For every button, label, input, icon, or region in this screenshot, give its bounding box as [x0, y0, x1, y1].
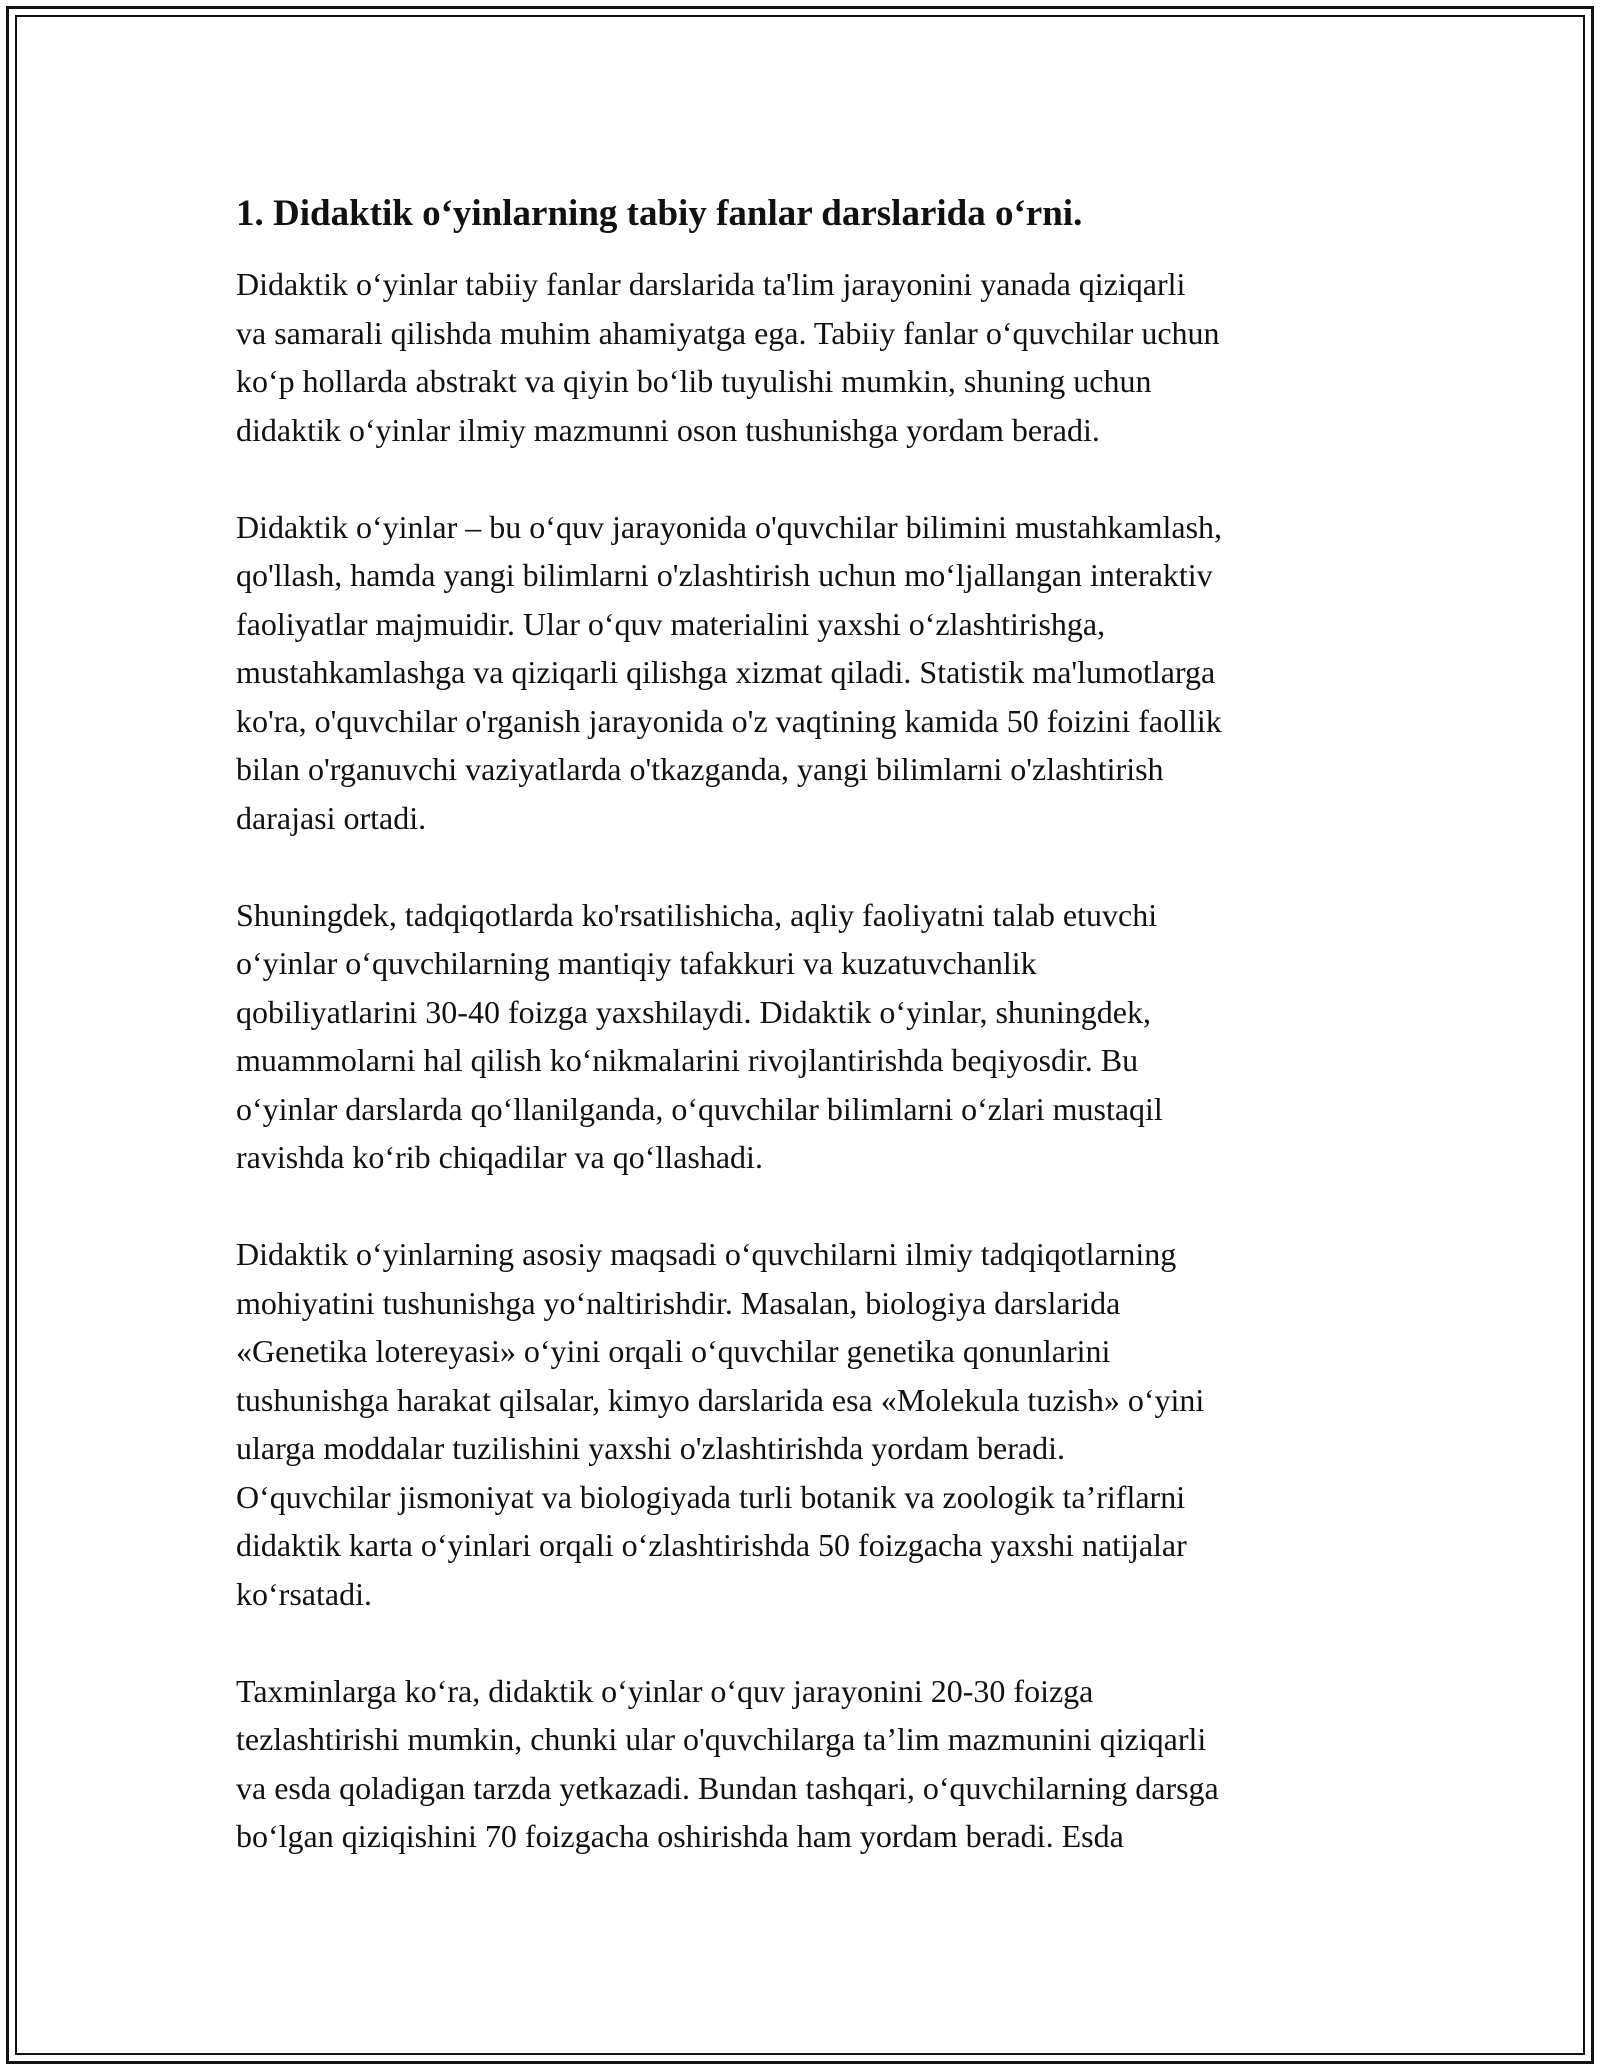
paragraph-line: o‘yinlar o‘quvchilarning mantiqiy tafakkuri va kuzatuvchanlik	[236, 945, 1037, 981]
paragraph-line: darajasi ortadi.	[236, 799, 427, 836]
paragraph-line: didaktik karta o‘yinlari orqali o‘zlashtirishda 50 foizgacha yaxshi natijalar	[236, 1527, 1187, 1563]
paragraph-line: qobiliyatlarini 30-40 foizga yaxshilaydi. Didaktik o‘yinlar, shuningdek,	[236, 993, 1151, 1030]
paragraph-line: faoliyatlar majmuidir. Ular o‘quv materialini yaxshi o‘zlashtirishga,	[236, 605, 1106, 642]
body-paragraph	[236, 1667, 1366, 1861]
paragraph-line: ko‘p hollarda abstrakt va qiyin bo‘lib tuyulishi mumkin, shuning uchun	[236, 363, 1152, 399]
paragraph-line: va samarali qilishda muhim ahamiyatga ega. Tabiiy fanlar o‘quvchilar uchun	[236, 314, 1220, 351]
paragraph-line: ko'ra, o'quvchilar o'rganish jarayonida o'z vaqtining kamida 50 foizini faollik	[236, 702, 1222, 739]
paragraph-line: qo'llash, hamda yangi bilimlarni o'zlashtirish uchun mo‘ljallangan interaktiv	[236, 557, 1213, 593]
paragraph-line: Didaktik o‘yinlar tabiiy fanlar darslarida ta'lim jarayonini yanada qiziqarli	[236, 266, 1186, 302]
paragraph-line: tushunishga harakat qilsalar, kimyo darslarida esa «Molekula tuzish» o‘yini	[236, 1381, 1205, 1418]
paragraph-line: ko‘rsatadi.	[236, 1575, 372, 1612]
paragraph-line: didaktik o‘yinlar ilmiy mazmunni oson tushunishga yordam beradi.	[236, 411, 1100, 448]
paragraph-line: bo‘lgan qiziqishini 70 foizgacha oshirishda ham yordam beradi. Esda	[236, 1818, 1124, 1854]
paragraph-line: mustahkamlashga va qiziqarli qilishga xizmat qiladi. Statistik ma'lumotlarga	[236, 654, 1216, 690]
paragraph-line: ularga moddalar tuzilishini yaxshi o'zlashtirishda yordam beradi.	[236, 1430, 1065, 1466]
paragraph-line: Shuningdek, tadqiqotlarda ko'rsatilishicha, aqliy faoliyatni talab etuvchi	[236, 896, 1158, 933]
body-paragraph	[236, 1230, 1366, 1618]
paragraph-line: mohiyatini tushunishga yo‘naltirishdir. Masalan, biologiya darslarida	[236, 1284, 1121, 1321]
paragraph-line: ravishda ko‘rib chiqadilar va qo‘llashadi.	[236, 1139, 763, 1175]
paragraph-line: tezlashtirishi mumkin, chunki ular o'quvchilarga ta’lim mazmunini qiziqarli	[236, 1721, 1207, 1757]
paragraph-line: o‘yinlar darslarda qo‘llanilganda, o‘quvchilar bilimlarni o‘zlari mustaqil	[236, 1090, 1163, 1127]
paragraph-line: «Genetika lotereyasi» o‘yini orqali o‘quvchilar genetika qonunlarini	[236, 1333, 1111, 1369]
paragraph-list	[236, 260, 1366, 1861]
paragraph-line: O‘quvchilar jismoniyat va biologiyada turli botanik va zoologik ta’riflarni	[236, 1478, 1186, 1515]
paragraph-line: Didaktik o‘yinlar – bu o‘quv jarayonida o'quvchilar bilimini mustahkamlash,	[236, 508, 1223, 545]
document-content	[236, 190, 1366, 1861]
paragraph-line: Didaktik o‘yinlarning asosiy maqsadi o‘quvchilarni ilmiy tadqiqotlarning	[236, 1236, 1177, 1272]
paragraph-line: bilan o'rganuvchi vaziyatlarda o'tkazganda, yangi bilimlarni o'zlashtirish	[236, 751, 1164, 787]
body-paragraph	[236, 260, 1366, 454]
paragraph-line: muammolarni hal qilish ko‘nikmalarini rivojlantirishda beqiyosdir. Bu	[236, 1042, 1139, 1078]
body-paragraph	[236, 503, 1366, 843]
section-heading: 1. Didaktik o‘yinlarning tabiy fanlar darslarida o‘rni.	[236, 193, 1083, 234]
body-paragraph	[236, 891, 1366, 1182]
paragraph-line: va esda qoladigan tarzda yetkazadi. Bundan tashqari, o‘quvchilarning darsga	[236, 1769, 1219, 1806]
paragraph-line: Taxminlarga ko‘ra, didaktik o‘yinlar o‘quv jarayonini 20-30 foizga	[236, 1672, 1094, 1709]
